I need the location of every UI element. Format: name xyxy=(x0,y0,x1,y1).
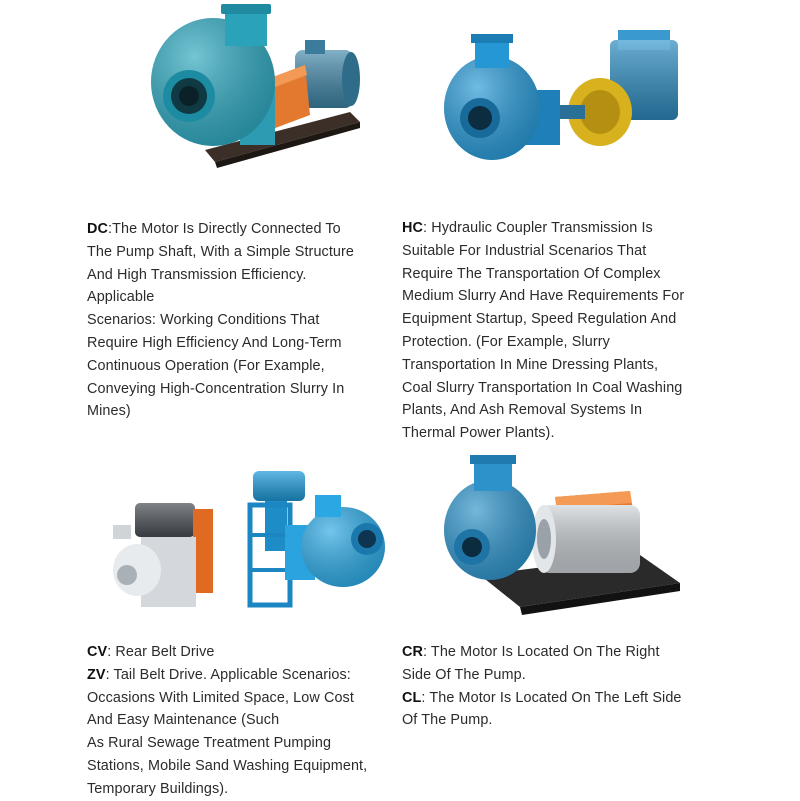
hydraulic-coupler-pump-illustration xyxy=(440,20,685,170)
zv-line-4: Stations, Mobile Sand Washing Equipment, xyxy=(87,757,368,774)
dc-line-0: DC:The Motor Is Directly Connected To xyxy=(87,221,341,237)
hc-line-6: Transportation In Mine Dressing Plants, xyxy=(402,356,659,373)
zv-line-3: As Rural Sewage Treatment Pumping xyxy=(87,735,332,752)
hc-line-4: Equipment Startup, Speed Regulation And xyxy=(402,311,677,328)
dc-line-6: Continuous Operation (For Example, xyxy=(87,357,325,374)
hc-description xyxy=(402,217,684,445)
dc-line-3: Applicable xyxy=(87,289,155,306)
direct-drive-pump-illustration xyxy=(145,0,370,175)
cr-code: CR xyxy=(402,644,423,660)
hc-line-8: Plants, And Ash Removal Systems In xyxy=(402,402,643,419)
dc-line-5: Require High Efficiency And Long-Term xyxy=(87,334,342,351)
dc-line-4: Scenarios: Working Conditions That xyxy=(87,312,320,329)
zv-line-1: Occasions With Limited Space, Low Cost xyxy=(87,689,354,706)
zv-code: ZV xyxy=(87,666,106,683)
cv-zv-description xyxy=(87,641,367,801)
cv-code: CV xyxy=(87,644,108,660)
cl-line-1: Of The Pump. xyxy=(402,712,493,729)
hc-code: HC xyxy=(402,220,423,236)
zv-line-2: And Easy Maintenance (Such xyxy=(87,712,280,729)
hc-line-7: Coal Slurry Transportation In Coal Washing xyxy=(402,379,683,396)
zv-line-5: Temporary Buildings). xyxy=(87,780,229,797)
hc-line-2: Require The Transportation Of Complex xyxy=(402,265,661,282)
hc-line-3: Medium Slurry And Have Requirements For xyxy=(402,288,685,305)
dc-line-1: The Pump Shaft, With a Simple Structure xyxy=(87,243,355,260)
belt-drive-pump-illustration xyxy=(105,465,390,620)
hc-line-5: Protection. (For Example, Slurry xyxy=(402,333,610,350)
dc-code: DC xyxy=(87,221,108,237)
hc-line-9: Thermal Power Plants). xyxy=(402,425,555,442)
cr-line-0: CR: The Motor Is Located On The Right xyxy=(402,644,660,660)
side-motor-pump-illustration xyxy=(440,455,685,620)
cr-cl-description xyxy=(402,641,682,732)
dc-line-8: Mines) xyxy=(87,403,131,420)
cl-line-0: CL: The Motor Is Located On The Left Side xyxy=(402,689,682,706)
zv-line-0: ZV: Tail Belt Drive. Applicable Scenarios: xyxy=(87,666,351,683)
dc-line-2: And High Transmission Efficiency. xyxy=(87,266,307,283)
hc-line-1: Suitable For Industrial Scenarios That xyxy=(402,242,647,259)
dc-line-7: Conveying High-Concentration Slurry In xyxy=(87,380,345,397)
cl-code: CL xyxy=(402,689,422,706)
dc-description xyxy=(87,218,354,423)
cv-line: CV: Rear Belt Drive xyxy=(87,644,215,660)
hc-line-0: HC: Hydraulic Coupler Transmission Is xyxy=(402,220,653,236)
cr-line-1: Side Of The Pump. xyxy=(402,666,526,683)
